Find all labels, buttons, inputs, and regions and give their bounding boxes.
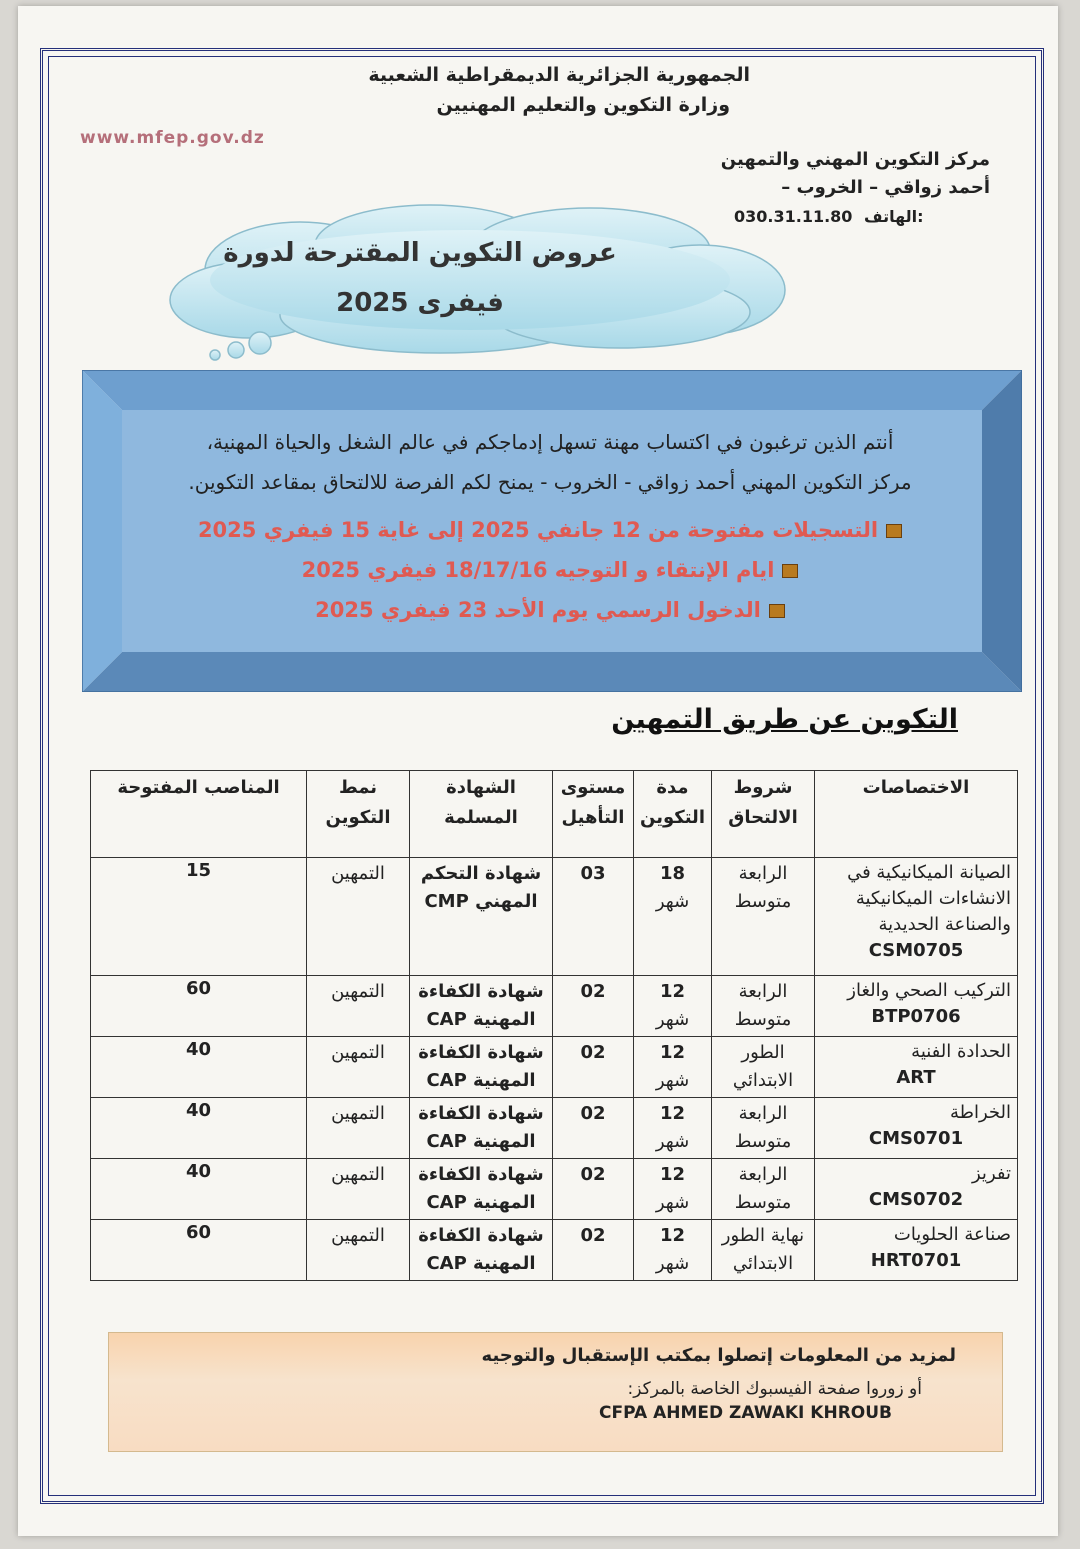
cell-specialty: صناعة الحلويات HRT0701 <box>815 1220 1018 1281</box>
cell-level: 02 <box>553 1037 634 1098</box>
cell-certificate: شهادة الكفاءة المهنية CAP <box>410 976 553 1037</box>
intro-line-2: مركز التكوين المهني أحمد زواقي - الخروب - يمنح لكم الفرصة للالتحاق بمقاعد التكوين. <box>188 470 912 494</box>
intro-line-1: أنتم الذين ترغبون في اكتساب مهنة تسهل إدماجكم في عالم الشغل والحياة المهنية، <box>206 430 894 454</box>
col-header-specialties: الاختصاصات <box>815 771 1018 858</box>
table-row <box>91 976 1018 1037</box>
cell-level: 02 <box>553 1098 634 1159</box>
cell-posts: 40 <box>91 1037 307 1098</box>
cell-specialty: التركيب الصحي والغاز BTP0706 <box>815 976 1018 1037</box>
cell-duration: 18 شهر <box>634 858 712 976</box>
col-header-posts: المناصب المفتوحة <box>91 771 307 858</box>
republic-header <box>368 60 750 120</box>
cell-certificate: شهادة التحكم المهني CMP <box>410 858 553 976</box>
center-location: أحمد زواقي – الخروب – <box>781 177 990 198</box>
cell-condition: الرابعة متوسط <box>712 1098 815 1159</box>
book-bullet-icon <box>769 604 785 618</box>
cell-mode: التمهين <box>307 976 410 1037</box>
col-header-certificate: الشهادة المسلمة <box>410 771 553 858</box>
contact-footer <box>108 1332 1003 1452</box>
center-info <box>721 146 990 202</box>
center-name: مركز التكوين المهني والتمهين <box>720 149 990 170</box>
cell-duration: 12 شهر <box>634 976 712 1037</box>
phone-label: الهاتف: <box>864 207 924 226</box>
cell-condition: الرابعة متوسط <box>712 976 815 1037</box>
cell-certificate: شهادة الكفاءة المهنية CAP <box>410 1159 553 1220</box>
cell-specialty: الخراطة CMS0701 <box>815 1098 1018 1159</box>
cell-posts: 15 <box>91 858 307 976</box>
cell-mode: التمهين <box>307 858 410 976</box>
phone-number: 030.31.11.80 <box>734 207 853 226</box>
col-header-mode: نمط التكوين <box>307 771 410 858</box>
cell-duration: 12 شهر <box>634 1037 712 1098</box>
cell-specialty: تفريز CMS0702 <box>815 1159 1018 1220</box>
offer-title <box>170 228 670 328</box>
republic-name: الجمهورية الجزائرية الديمقراطية الشعبية <box>368 64 750 86</box>
facebook-page-name: CFPA AHMED ZAWAKI KHROUB <box>599 1403 892 1423</box>
col-header-conditions: شروط الالتحاق <box>712 771 815 858</box>
cell-mode: التمهين <box>307 1037 410 1098</box>
cell-mode: التمهين <box>307 1159 410 1220</box>
cell-specialty: الحدادة الفنية ART <box>815 1037 1018 1098</box>
cell-certificate: شهادة الكفاءة المهنية CAP <box>410 1220 553 1281</box>
cell-posts: 60 <box>91 976 307 1037</box>
col-header-level: مستوى التأهيل <box>553 771 634 858</box>
offer-title-line2: فيفرى 2025 <box>336 288 504 318</box>
banner-content <box>130 422 970 630</box>
cell-duration: 12 شهر <box>634 1159 712 1220</box>
cell-condition: الطور الابتدائي <box>712 1037 815 1098</box>
date-selection: ايام الإنتقاء و التوجيه 18/17/16 فيفري 2025 <box>130 550 970 590</box>
cell-level: 02 <box>553 1159 634 1220</box>
table-row <box>91 1220 1018 1281</box>
book-bullet-icon <box>782 564 798 578</box>
cell-certificate: شهادة الكفاءة المهنية CAP <box>410 1098 553 1159</box>
cell-level: 02 <box>553 1220 634 1281</box>
cell-certificate: شهادة الكفاءة المهنية CAP <box>410 1037 553 1098</box>
offer-title-line1: عروض التكوين المقترحة لدورة <box>223 238 617 268</box>
date-registration: التسجيلات مفتوحة من 12 جانفي 2025 إلى غاية 15 فيفري 2025 <box>130 510 970 550</box>
cell-level: 03 <box>553 858 634 976</box>
table-row <box>91 1159 1018 1220</box>
training-table <box>90 770 1018 1281</box>
cell-condition: الرابعة متوسط <box>712 858 815 976</box>
table-header-row <box>91 771 1018 858</box>
cell-posts: 40 <box>91 1098 307 1159</box>
cell-condition: الرابعة متوسط <box>712 1159 815 1220</box>
website-url: www.mfep.gov.dz <box>80 128 265 148</box>
book-bullet-icon <box>886 524 902 538</box>
facebook-invite: أو زوروا صفحة الفيسبوك الخاصة بالمركز: <box>627 1379 922 1399</box>
contact-info: لمزيد من المعلومات إتصلوا بمكتب الإستقبال والتوجيه <box>481 1345 956 1366</box>
date-start: الدخول الرسمي يوم الأحد 23 فيفري 2025 <box>130 590 970 630</box>
table-row <box>91 1037 1018 1098</box>
cell-duration: 12 شهر <box>634 1220 712 1281</box>
table-row <box>91 1098 1018 1159</box>
section-title: التكوين عن طريق التمهين <box>611 704 958 735</box>
cell-condition: نهاية الطور الابتدائي <box>712 1220 815 1281</box>
col-header-duration: مدة التكوين <box>634 771 712 858</box>
table-row <box>91 858 1018 976</box>
cell-specialty: الصيانة الميكانيكية في الانشاءات الميكانيكية والصناعة الحديدية CSM0705 <box>815 858 1018 976</box>
cell-posts: 60 <box>91 1220 307 1281</box>
ministry-name: وزارة التكوين والتعليم المهنيين <box>436 94 730 116</box>
cell-posts: 40 <box>91 1159 307 1220</box>
cell-mode: التمهين <box>307 1098 410 1159</box>
cell-duration: 12 شهر <box>634 1098 712 1159</box>
cell-mode: التمهين <box>307 1220 410 1281</box>
cell-level: 02 <box>553 976 634 1037</box>
